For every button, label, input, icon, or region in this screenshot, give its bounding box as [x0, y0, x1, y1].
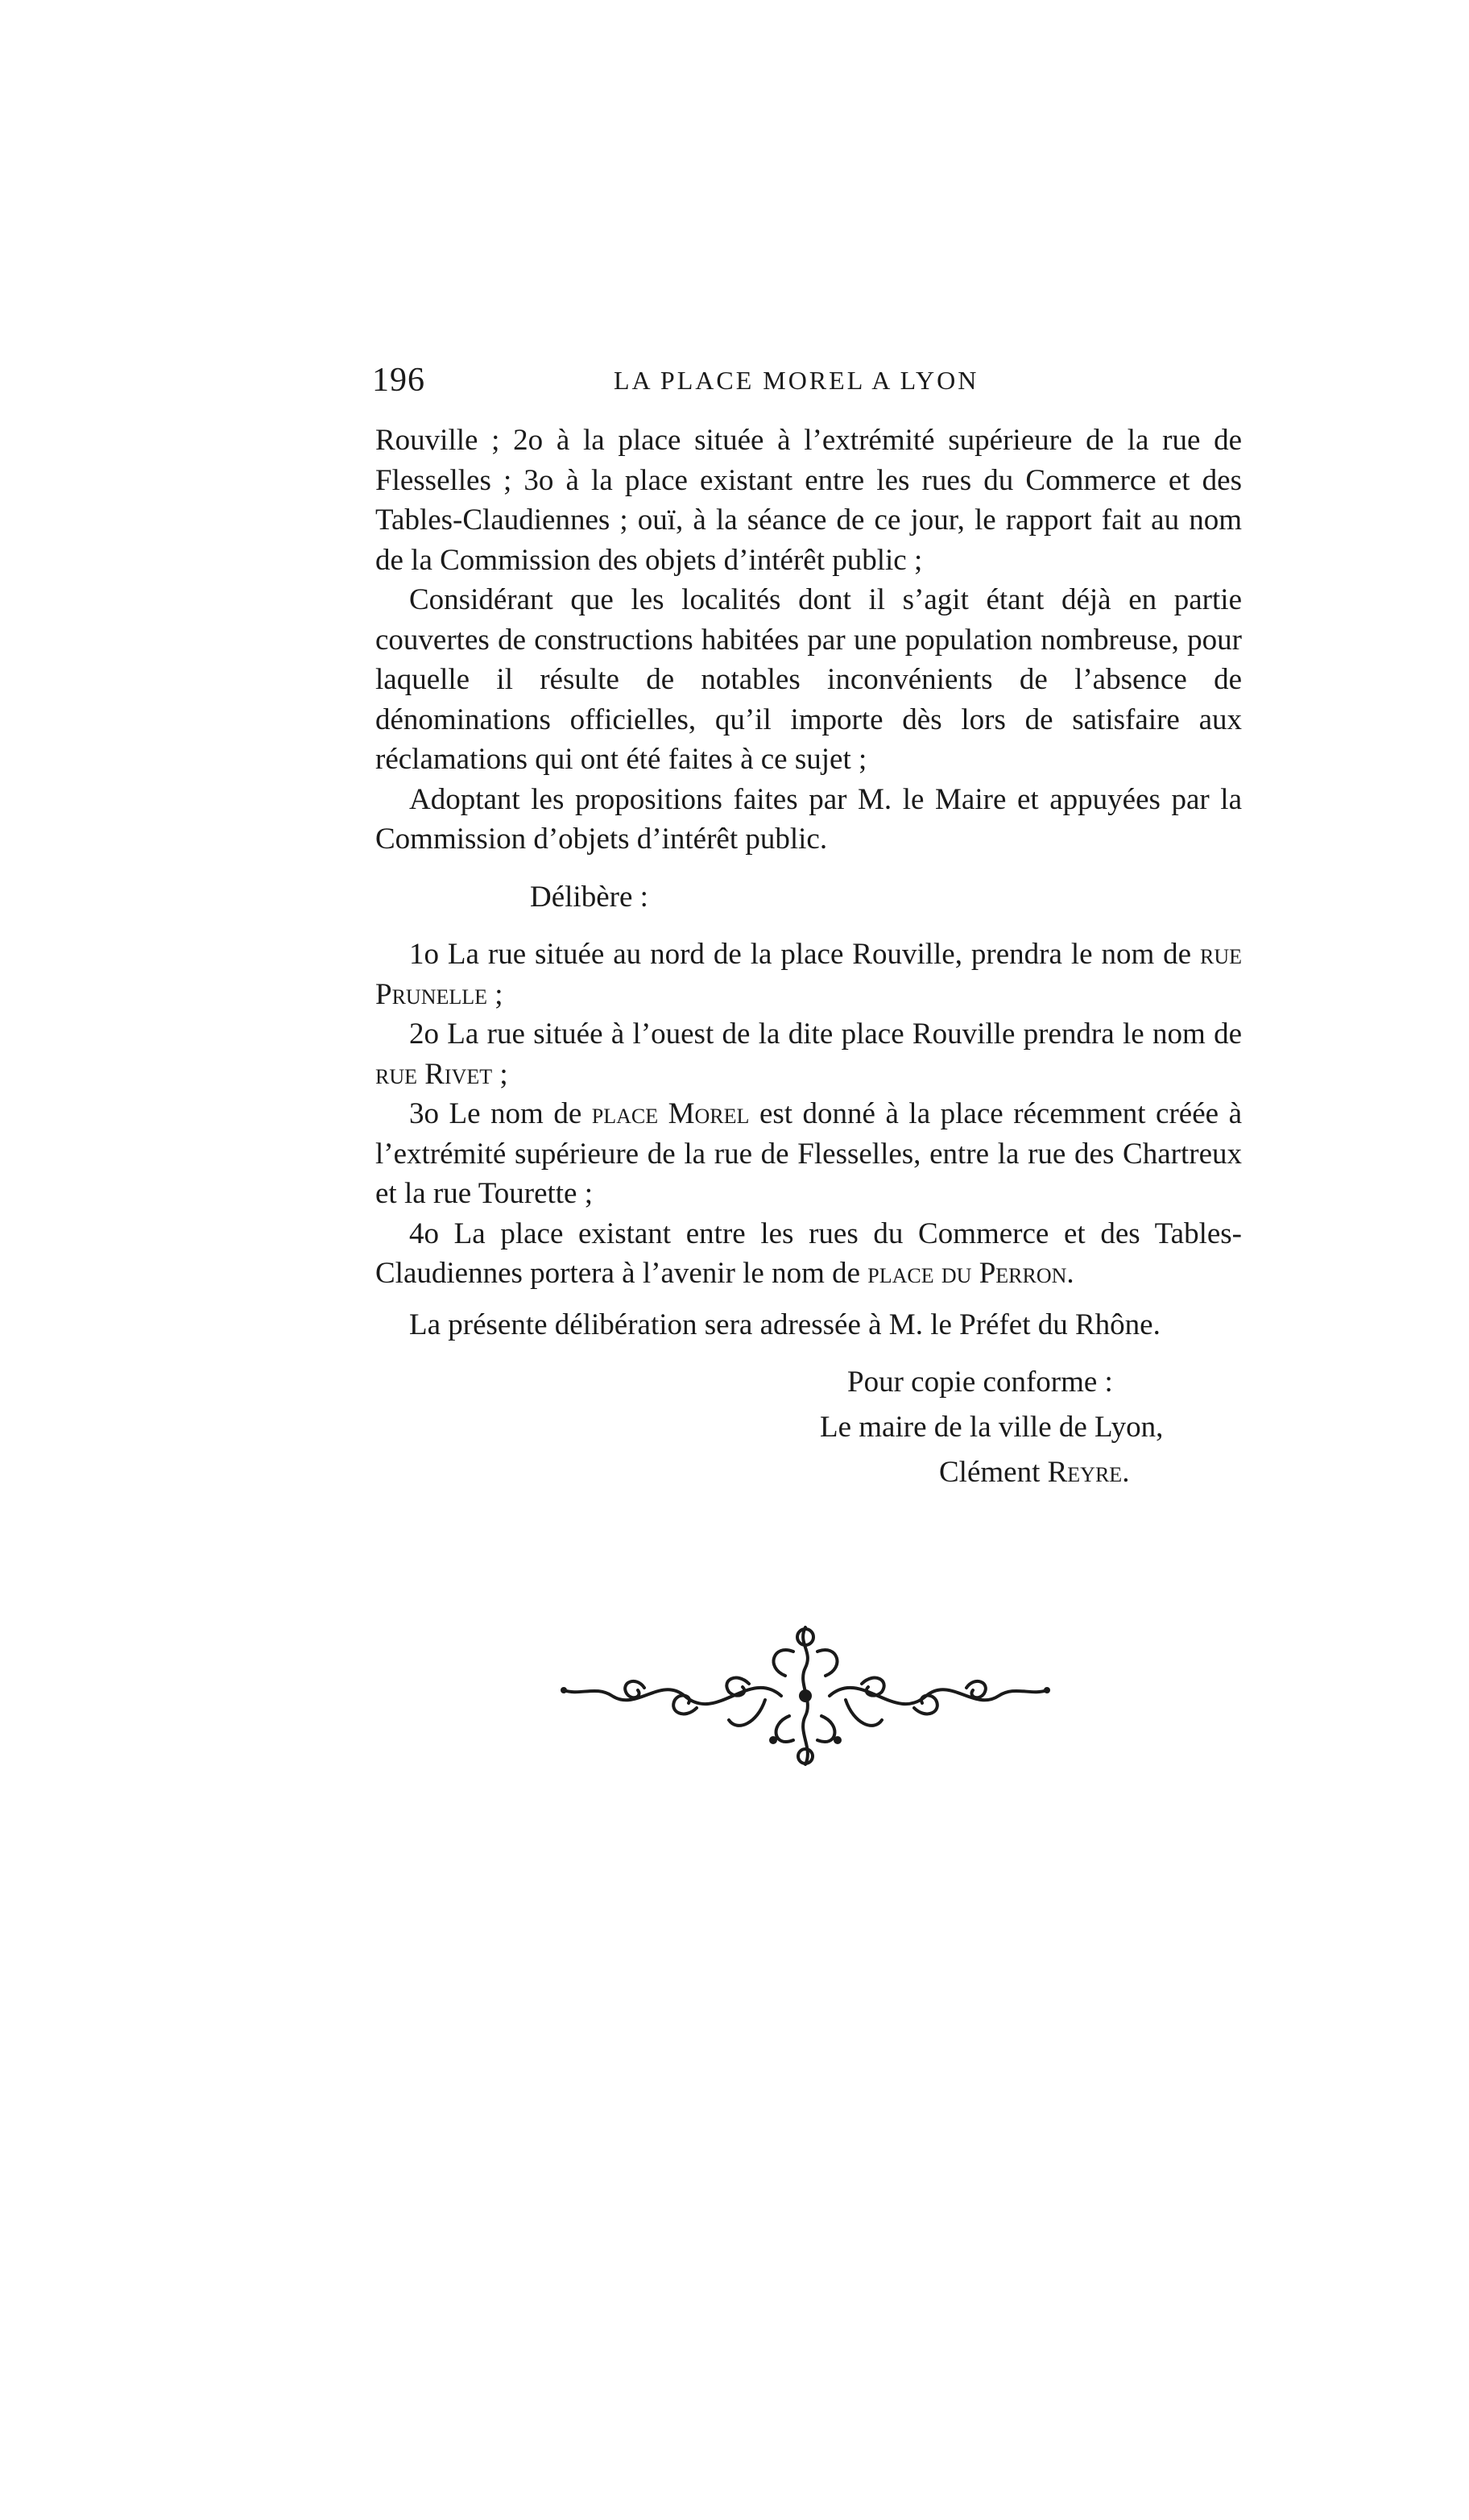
body-text	[375, 421, 1242, 1345]
copy-conforme: Pour copie conforme :	[847, 1366, 1113, 1399]
paragraph-3: Adoptant les propositions faites par M. le Maire et appuyées par la Commission d’objets d’intérêt public.	[375, 782, 1242, 856]
item-1-text: 1o La rue située au nord de la place Rouville, prendra le nom de	[409, 938, 1192, 971]
item-1-street-name: rue Prunelle	[375, 938, 1243, 1011]
item-1-end: ;	[487, 977, 503, 1011]
item-2-street-name: rue Rivet	[375, 1057, 493, 1091]
item-2-text: 2o La rue située à l’ouest de la dite place Rouville prendra le nom de	[409, 1018, 1242, 1051]
item-4-end: .	[1066, 1257, 1074, 1290]
paragraph-2: Considérant que les localités dont il s’agit étant déjà en partie couvertes de constructions habitées par une population nombreuse, pour laquelle il résulte de notables inconvénients de l’absence de dénominations officielles, qu’il importe dès lors de satisfaire aux réclamations qui ont été faites à ce sujet ;	[375, 583, 1242, 776]
item-3	[375, 1094, 1242, 1214]
item-2-end: ;	[492, 1057, 508, 1091]
mayor-title: Le maire de la ville de Lyon,	[820, 1411, 1164, 1444]
mayor-last-name: Reyre	[1047, 1456, 1123, 1489]
signature-block	[375, 1360, 1242, 1495]
signature-line-1	[375, 1360, 1242, 1405]
item-3-place-name: place Morel	[591, 1097, 750, 1130]
fleuron-ornament-icon	[556, 1619, 1055, 1772]
page-number: 196	[372, 362, 425, 399]
item-2	[375, 1014, 1242, 1094]
mayor-name	[939, 1450, 1129, 1495]
item-1	[375, 935, 1242, 1014]
item-4-place-name: place du Perron	[867, 1257, 1067, 1290]
item-3-text: 3o Le nom de	[409, 1097, 582, 1130]
running-title: LA PLACE MOREL A LYON	[614, 366, 979, 395]
delibere-heading: Délibère :	[530, 880, 648, 914]
item-3-end: est donné à la place récemment créée à l’extrémité supérieure de la rue de Flesselles, entre la rue des Chartreux et la rue Tourette ;	[375, 1097, 1242, 1210]
paragraph-1: Rouville ; 2o à la place située à l’extrémité supérieure de la rue de Flesselles ; 3o à la place existant entre les rues du Commerce et des Tables-Claudiennes ; ouï, à la séance de ce jour, le rapport fait au nom de la Commission des objets d’intérêt public ;	[375, 424, 1242, 577]
signature-line-3	[375, 1450, 1242, 1495]
signature-line-2	[375, 1405, 1242, 1450]
item-4-text: 4o La place existant entre les rues du Commerce et des Tables-Claudiennes portera à l’avenir le nom de	[375, 1216, 1242, 1290]
closing-paragraph: La présente délibération sera adressée à M. le Préfet du Rhône.	[409, 1308, 1161, 1341]
mayor-name-end: .	[1122, 1456, 1130, 1489]
item-4	[375, 1214, 1242, 1294]
mayor-first-name: Clément	[939, 1456, 1041, 1489]
page-header	[372, 361, 1242, 409]
